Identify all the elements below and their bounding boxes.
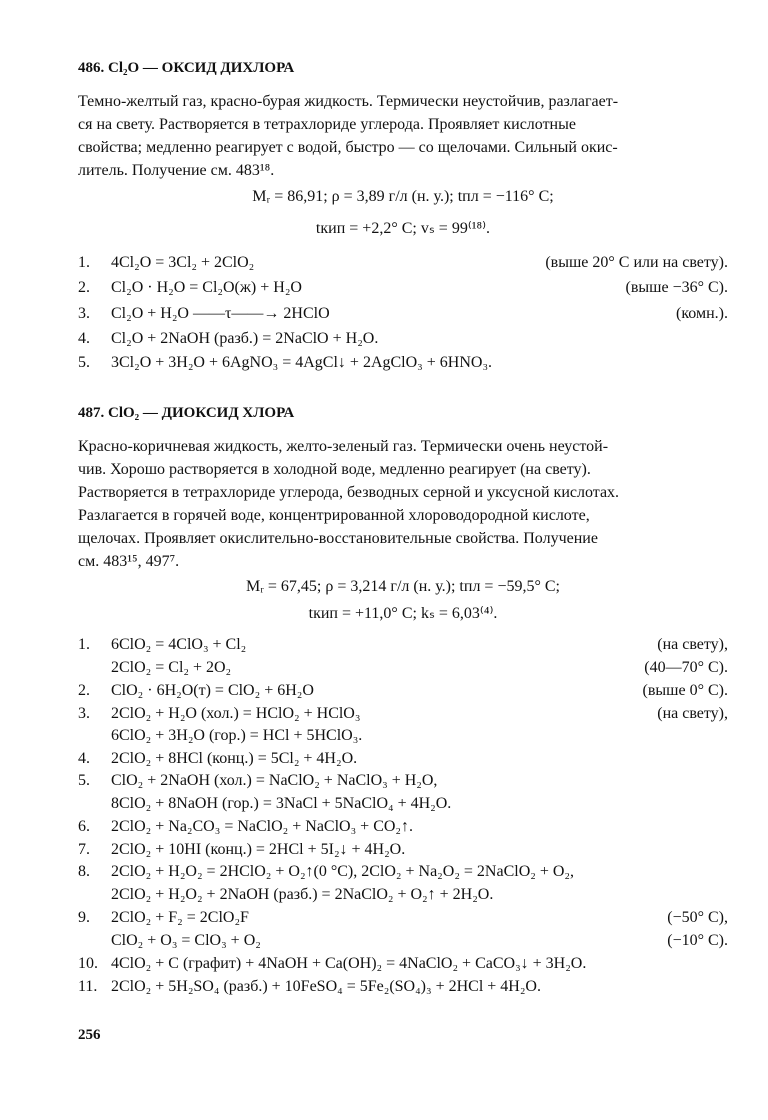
reaction-equation: Cl₂O · H₂O = Cl₂O(ж) + H₂O [111, 279, 302, 296]
reaction-condition: (выше 0° С). [642, 682, 728, 699]
section-487-properties-1: Mᵣ = 67,45; ρ = 3,214 г/л (н. у.); tпл = −59,5° С; [246, 578, 560, 595]
reaction-condition: (на свету), [657, 705, 728, 722]
reaction-number: 2. [78, 279, 90, 296]
reaction-number: 4. [78, 330, 90, 347]
reaction-equation: 2ClO₂ + 8HCl (конц.) = 5Cl₂ + 4H₂O. [111, 750, 358, 767]
reaction-equation: ClO₂ + 2NaOH (хол.) = NaClO₂ + NaClO₃ + H₂O, [111, 772, 438, 789]
reaction-number: 2. [78, 682, 90, 699]
reaction-number: 10. [78, 955, 98, 972]
section-487-description [78, 435, 728, 573]
reaction-equation: 2ClO₂ + Na₂CO₃ = NaClO₂ + NaClO₃ + CO₂↑. [111, 818, 413, 835]
description-line: ся на свету. Растворяется в тетрахлориде углерода. Проявляет кислотные [78, 116, 576, 133]
reaction-condition: (−10° С). [667, 932, 728, 949]
reaction-equation: 2ClO₂ + H₂O (хол.) = HClO₂ + HClO₃ [111, 705, 361, 722]
section-487-heading: 487. ClO₂ — ДИОКСИД ХЛОРА [78, 405, 295, 421]
reaction-equation: 3Cl₂O + 3H₂O + 6AgNO₃ = 4AgCl↓ + 2AgClO₃ + 6HNO₃. [111, 354, 493, 371]
reaction-condition: (выше −36° С). [625, 279, 728, 296]
section-486-heading: 486. Cl₂O — ОКСИД ДИХЛОРА [78, 60, 295, 76]
section-486-description [78, 90, 728, 182]
description-line: Темно-желтый газ, красно-бурая жидкость. Термически неустойчив, разлагает- [78, 93, 619, 110]
reaction-number: 7. [78, 841, 90, 858]
description-line: щелочах. Проявляет окислительно-восстановительные свойства. Получение [78, 530, 598, 547]
reaction-equation: 4Cl₂O = 3Cl₂ + 2ClO₂ [111, 254, 255, 271]
reaction-number: 1. [78, 636, 90, 653]
reaction-number: 5. [78, 772, 90, 789]
reaction-equation: ClO₂ · 6H₂O(т) = ClO₂ + 6H₂O [111, 682, 314, 699]
page-number: 256 [78, 1027, 101, 1043]
reaction-number: 6. [78, 818, 90, 835]
reaction-equation: ClO₂ + O₃ = ClO₃ + O₂ [111, 932, 261, 949]
reaction-equation: 8ClO₂ + 8NaOH (гор.) = 3NaCl + 5NaClO₄ + 4H₂O. [111, 795, 452, 812]
reaction-condition: (40—70° С). [644, 659, 728, 676]
section-486-properties-2: tкип = +2,2° С; vₛ = 99⁽¹⁸⁾. [315, 220, 491, 237]
reaction-equation: 6ClO₂ + 3H₂O (гор.) = HCl + 5HClO₃. [111, 727, 363, 744]
reaction-condition: (на свету), [657, 636, 728, 653]
reaction-equation: 2ClO₂ = Cl₂ + 2O₂ [111, 659, 232, 676]
reaction-condition: (комн.). [676, 305, 728, 322]
reaction-equation: Cl₂O + 2NaOH (разб.) = 2NaClO + H₂O. [111, 330, 379, 347]
reaction-equation: Cl₂O + H₂O ——τ——→ 2HClO [111, 305, 330, 322]
description-line: литель. Получение см. 483¹⁸. [78, 162, 275, 179]
reaction-number: 5. [78, 354, 90, 371]
reaction-equation: 2ClO₂ + 5H₂SO₄ (разб.) + 10FeSO₄ = 5Fe₂(SO₄)₃ + 2HCl + 4H₂O. [111, 978, 541, 995]
description-line: Растворяется в тетрахлориде углерода, безводных серной и уксусной кислотах. [78, 484, 620, 501]
reaction-condition: (выше 20° С или на свету). [545, 254, 728, 271]
reaction-number: 3. [78, 705, 90, 722]
reaction-number: 9. [78, 909, 90, 926]
reaction-equation: 6ClO₂ = 4ClO₃ + Cl₂ [111, 636, 247, 653]
reaction-equation: 2ClO₂ + 10HI (конц.) = 2HCl + 5I₂↓ + 4H₂O. [111, 841, 406, 858]
reaction-number: 11. [78, 978, 98, 995]
reaction-equation: 4ClO₂ + C (графит) + 4NaOH + Ca(OH)₂ = 4NaClO₂ + CaCO₃↓ + 3H₂O. [111, 955, 587, 972]
reaction-condition: (−50° С), [667, 909, 728, 926]
section-486-properties-1: Mᵣ = 86,91; ρ = 3,89 г/л (н. у.); tпл = −116° С; [252, 188, 554, 205]
description-line: см. 483¹⁵, 497⁷. [78, 553, 180, 570]
reaction-number: 8. [78, 863, 90, 880]
description-line: Красно-коричневая жидкость, желто-зеленый газ. Термически очень неустой- [78, 438, 609, 455]
reaction-equation: 2ClO₂ + F₂ = 2ClO₂F [111, 909, 249, 926]
reaction-number: 4. [78, 750, 90, 767]
reaction-equation: 2ClO₂ + H₂O₂ + 2NaOH (разб.) = 2NaClO₂ + O₂↑ + 2H₂O. [111, 886, 494, 903]
section-487-properties-2: tкип = +11,0° С; kₛ = 6,03⁽⁴⁾. [308, 605, 498, 622]
description-line: Разлагается в горячей воде, концентрированной хлороводородной кислоте, [78, 507, 590, 524]
reaction-number: 1. [78, 254, 90, 271]
description-line: чив. Хорошо растворяется в холодной воде, медленно реагирует (на свету). [78, 461, 591, 478]
reaction-equation: 2ClO₂ + H₂O₂ = 2HClO₂ + O₂↑(0 °C), 2ClO₂ + Na₂O₂ = 2NaClO₂ + O₂, [111, 863, 574, 880]
reaction-number: 3. [78, 305, 90, 322]
description-line: свойства; медленно реагирует с водой, быстро — со щелочами. Сильный окис- [78, 139, 618, 156]
